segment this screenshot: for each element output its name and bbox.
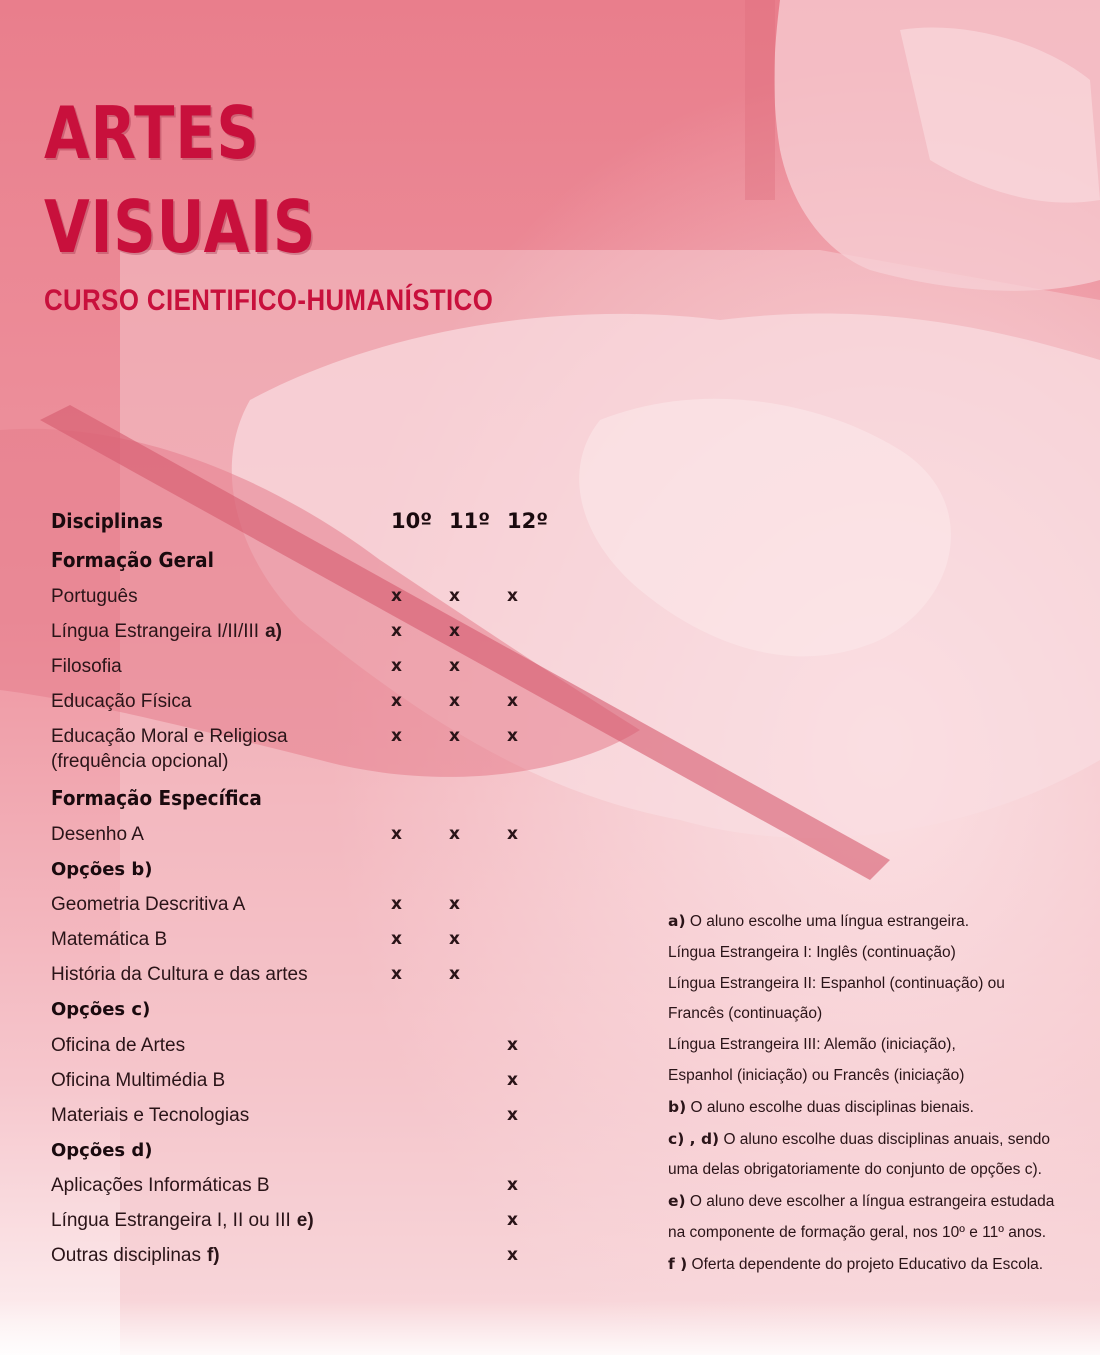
row-label xyxy=(51,857,381,882)
year-11-mark: x xyxy=(449,964,460,984)
section-heading xyxy=(51,786,611,820)
year-10-mark: x xyxy=(391,824,402,844)
row-label xyxy=(51,584,381,609)
subject-name: Materiais e Tecnologias xyxy=(51,1105,250,1126)
row-label xyxy=(51,786,355,811)
row-label xyxy=(51,1173,381,1198)
footnote-ref: f) xyxy=(206,1245,220,1266)
footnote-text: uma delas obrigatoriamente do conjunto de opções c). xyxy=(668,1161,1042,1179)
year-10-mark: x xyxy=(391,586,402,606)
row-label xyxy=(51,962,381,987)
footnote-key: e) xyxy=(668,1192,686,1211)
subject-name: Opções b) xyxy=(51,859,153,880)
footnote-text: Espanhol (iniciação) ou Francês (iniciação) xyxy=(668,1066,965,1084)
page-title xyxy=(44,86,376,274)
year-12-mark: x xyxy=(507,1245,518,1265)
page-subtitle: CURSO CIENTIFICO-HUMANÍSTICO xyxy=(44,284,494,317)
row-label xyxy=(51,619,381,644)
footnote-key: f ) xyxy=(668,1254,688,1273)
table-row xyxy=(51,584,611,618)
row-label xyxy=(51,1033,381,1058)
table-row xyxy=(51,1103,611,1137)
row-label xyxy=(51,548,355,573)
subject-name: Formação Geral xyxy=(51,548,214,572)
table-row xyxy=(51,1068,611,1102)
year-12-mark: x xyxy=(507,1105,518,1125)
footnote-text: O aluno escolhe duas disciplinas bienais. xyxy=(686,1098,974,1116)
footnote-text: Língua Estrangeira I: Inglês (continuação) xyxy=(668,943,956,961)
year-11-mark: x xyxy=(449,691,460,711)
row-label xyxy=(51,724,381,774)
year-10-mark: x xyxy=(391,656,402,676)
section-heading xyxy=(51,548,611,582)
footnote-line xyxy=(668,1061,1068,1092)
year-12-mark: x xyxy=(507,1175,518,1195)
row-label xyxy=(51,822,381,847)
year-12-mark: x xyxy=(507,726,518,746)
row-label xyxy=(51,654,381,679)
year-11-mark: x xyxy=(449,929,460,949)
subject-name: Geometria Descritiva A xyxy=(51,894,246,915)
table-row xyxy=(51,822,611,856)
table-row xyxy=(51,654,611,688)
table-row xyxy=(51,1208,611,1242)
footnote-line xyxy=(668,1124,1068,1156)
subject-name: Oficina de Artes xyxy=(51,1035,186,1056)
footnotes xyxy=(668,906,1068,1281)
row-label xyxy=(51,1103,381,1128)
header-year-10: 10º xyxy=(391,509,433,533)
footnote-text: O aluno deve escolher a língua estrangeira estudada xyxy=(685,1193,1055,1211)
subject-name: Língua Estrangeira I, II ou III xyxy=(51,1210,291,1231)
row-label xyxy=(51,1138,381,1163)
footnote-line xyxy=(668,1030,1068,1061)
subject-name: Português xyxy=(51,586,138,607)
subject-name: História da Cultura e das artes xyxy=(51,964,308,985)
subject-name: Aplicações Informáticas B xyxy=(51,1175,270,1196)
table-row xyxy=(51,689,611,723)
options-heading xyxy=(51,857,611,891)
header-disciplinas: Disciplinas xyxy=(51,509,164,533)
table-row xyxy=(51,1173,611,1207)
subject-name: Opções d) xyxy=(51,1140,153,1161)
footnote-line xyxy=(668,1155,1068,1186)
subject-name: Matemática B xyxy=(51,929,168,950)
footnote-text: Língua Estrangeira III: Alemão (iniciação), xyxy=(668,1036,956,1054)
row-label xyxy=(51,1243,381,1268)
table-row xyxy=(51,892,611,926)
table-row xyxy=(51,962,611,996)
year-11-mark: x xyxy=(449,621,460,641)
subject-name: Formação Específica xyxy=(51,786,262,810)
year-12-mark: x xyxy=(507,586,518,606)
table-header-row xyxy=(51,509,611,543)
footnote-key: a) xyxy=(668,912,686,930)
subject-name: Opções c) xyxy=(51,999,151,1020)
row-label xyxy=(51,927,381,952)
subject-name: Filosofia xyxy=(51,656,122,677)
subject-name: Educação Física xyxy=(51,691,192,712)
footnote-text: O aluno escolhe duas disciplinas anuais, sendo xyxy=(719,1130,1051,1148)
year-11-mark: x xyxy=(449,656,460,676)
year-12-mark: x xyxy=(507,824,518,844)
year-10-mark: x xyxy=(391,964,402,984)
row-label xyxy=(51,689,381,714)
footnote-ref: e) xyxy=(296,1210,314,1231)
row-label xyxy=(51,1068,381,1093)
table-row xyxy=(51,724,611,772)
subject-name: Educação Moral e Religiosa (frequência opcional) xyxy=(51,726,288,772)
options-heading xyxy=(51,997,611,1031)
row-label xyxy=(51,1208,381,1233)
footnote-line xyxy=(668,999,1068,1030)
footnote-key: c) , d) xyxy=(668,1129,720,1148)
footnote-line xyxy=(668,1249,1068,1281)
subject-name: Oficina Multimédia B xyxy=(51,1070,226,1091)
footnote-text: Oferta dependente do projeto Educativo da Escola. xyxy=(687,1255,1044,1273)
year-11-mark: x xyxy=(449,824,460,844)
table-row xyxy=(51,927,611,961)
options-heading xyxy=(51,1138,611,1172)
table-row xyxy=(51,1033,611,1067)
year-10-mark: x xyxy=(391,691,402,711)
year-11-mark: x xyxy=(449,894,460,914)
table-row xyxy=(51,619,611,653)
year-12-mark: x xyxy=(507,691,518,711)
footnote-line xyxy=(668,1186,1068,1218)
title-line-1: ARTES xyxy=(44,91,260,175)
header-year-12: 12º xyxy=(507,509,549,533)
row-label xyxy=(51,997,381,1022)
row-label xyxy=(51,892,381,917)
year-11-mark: x xyxy=(449,726,460,746)
footnote-text: Francês (continuação) xyxy=(668,1005,823,1023)
year-10-mark: x xyxy=(391,621,402,641)
header-year-11: 11º xyxy=(449,509,491,533)
footnote-text: na componente de formação geral, nos 10º e 11º anos. xyxy=(668,1223,1047,1241)
year-10-mark: x xyxy=(391,929,402,949)
subject-name: Desenho A xyxy=(51,824,144,845)
footnote-line xyxy=(668,906,1068,938)
year-12-mark: x xyxy=(507,1210,518,1230)
footnote-text: Língua Estrangeira II: Espanhol (continuação) ou xyxy=(668,974,1005,992)
year-12-mark: x xyxy=(507,1035,518,1055)
year-11-mark: x xyxy=(449,586,460,606)
footnote-line xyxy=(668,969,1068,1000)
footnote-key: b) xyxy=(668,1097,687,1116)
footnote-ref: a) xyxy=(265,621,282,642)
year-10-mark: x xyxy=(391,726,402,746)
year-10-mark: x xyxy=(391,894,402,914)
footnote-line xyxy=(668,1092,1068,1124)
footnote-line xyxy=(668,1218,1068,1249)
table-row xyxy=(51,1243,611,1277)
subject-name: Outras disciplinas xyxy=(51,1245,201,1266)
year-12-mark: x xyxy=(507,1070,518,1090)
title-line-2: VISUAIS xyxy=(44,185,317,269)
subject-name: Língua Estrangeira I/II/III xyxy=(51,621,260,642)
footnote-line xyxy=(668,938,1068,969)
footnote-text: O aluno escolhe uma língua estrangeira. xyxy=(685,913,970,930)
